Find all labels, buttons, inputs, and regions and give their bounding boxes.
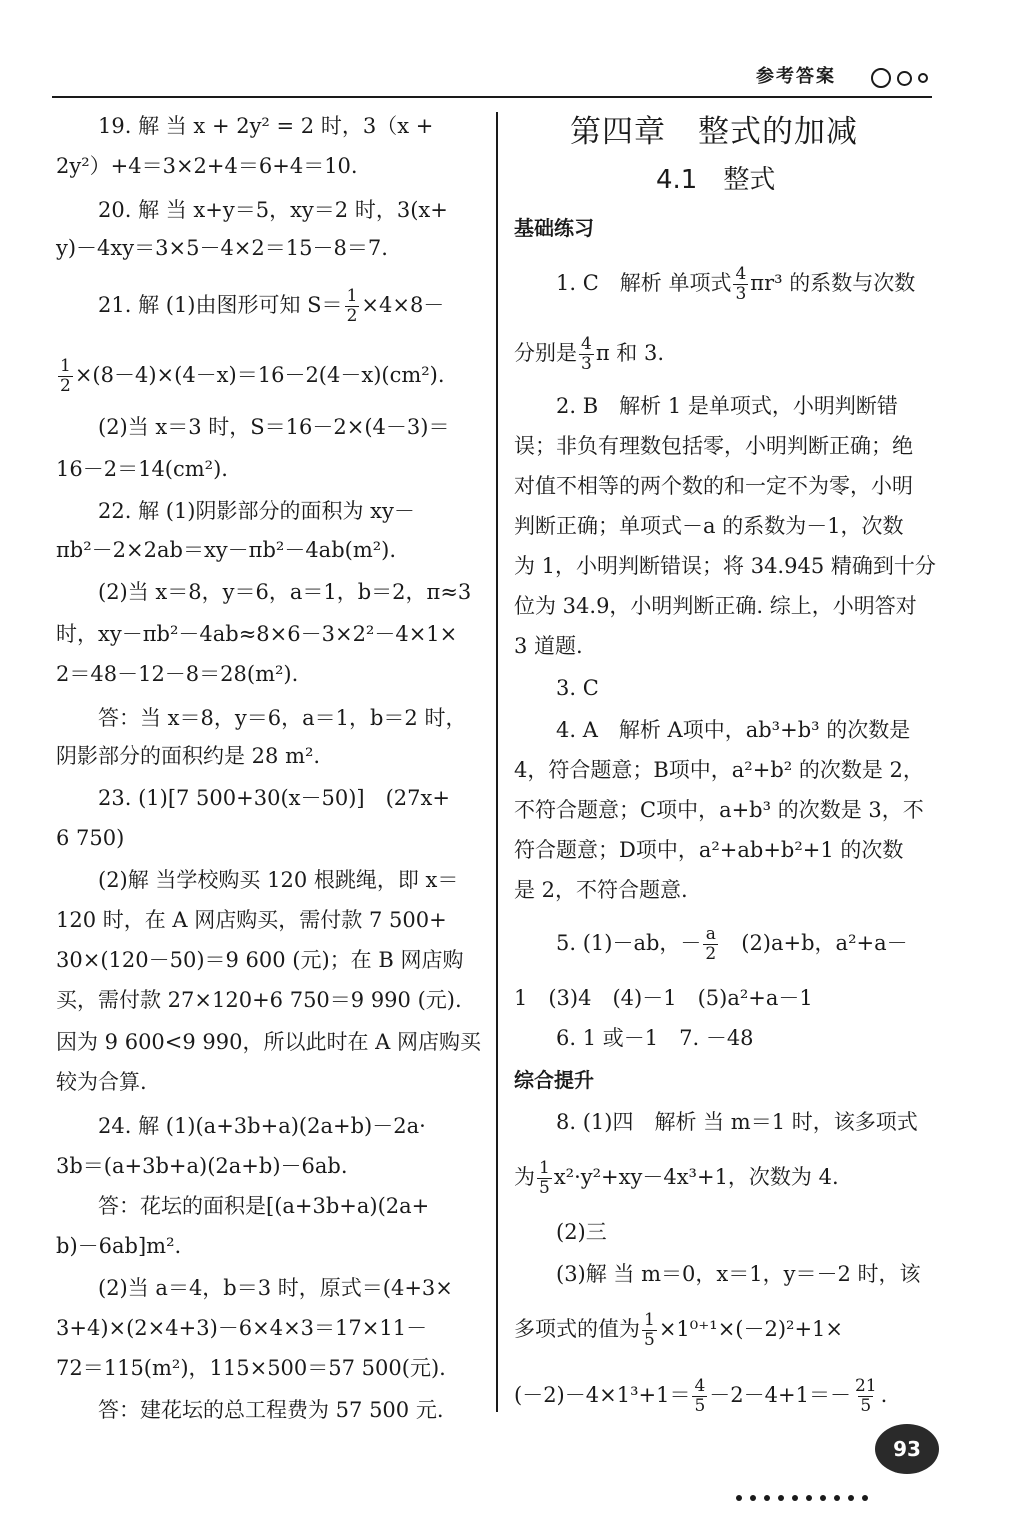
answer-line: (2)当 x＝8，y＝6，a＝1，b＝2，π≈3 (98, 580, 472, 604)
answer-line: b)－6ab]m². (56, 1234, 182, 1258)
answer-line (514, 334, 665, 374)
numerator: 1 (644, 1310, 655, 1330)
numerator: 4 (694, 1376, 706, 1396)
circle-icon (918, 73, 928, 83)
page-number: 93 (875, 1424, 939, 1474)
answer-line (98, 286, 445, 326)
answer-line: 23. (1)[7 500+30(x－50)] (27x+ (98, 786, 450, 810)
fraction (579, 336, 594, 373)
denominator: 5 (694, 1396, 706, 1416)
answer-line: 买，需付款 27×120+6 750＝9 990 (元). (56, 988, 462, 1012)
answer-line: 16－2＝14(cm²). (56, 457, 228, 481)
answer-line: 2＝48－12－8＝28(m²). (56, 662, 299, 686)
denominator: 2 (705, 944, 717, 964)
answer-line: 22. 解 (1)阴影部分的面积为 xy－ (98, 499, 415, 523)
answer-line: 较为合算. (56, 1070, 147, 1094)
answer-line: 是 2，不符合题意. (514, 878, 688, 902)
numerator: 1 (539, 1158, 550, 1178)
text-segment: ×(8－4)×(4－x)＝16－2(4－x)(cm²). (74, 363, 445, 387)
fraction (642, 1312, 657, 1349)
text-segment: ×1⁰⁺¹×(－2)²+1× (658, 1317, 844, 1341)
text-segment: ×4×8－ (361, 293, 445, 317)
answer-line (556, 264, 916, 304)
header-title: 参考答案 (756, 66, 836, 87)
answer-line: 2y²）+4＝3×2+4＝6+4＝10. (56, 154, 358, 178)
denominator: 2 (60, 376, 71, 396)
answer-line: 3b＝(a+3b+a)(2a+b)－6ab. (56, 1154, 348, 1178)
text-segment: 多项式的值为 (514, 1317, 640, 1341)
text-segment: π 和 3. (595, 341, 665, 365)
answer-line: 8. (1)四 解析 当 m＝1 时，该多项式 (556, 1110, 918, 1134)
answer-line: 20. 解 当 x+y＝5，xy＝2 时，3(x+ (98, 198, 448, 222)
answer-line: 答：建花坛的总工程费为 57 500 元. (98, 1398, 444, 1422)
answer-line: 6 750) (56, 826, 125, 850)
denominator: 5 (860, 1396, 872, 1416)
answer-line: 72＝115(m²)，115×500＝57 500(元). (56, 1356, 446, 1380)
text-segment: 1. C 解析 单项式 (556, 271, 732, 295)
text-segment: πr³ 的系数与次数 (750, 271, 916, 295)
answer-line: (2)解 当学校购买 120 根跳绳，即 x＝ (98, 868, 459, 892)
answer-line: 19. 解 当 x + 2y² = 2 时，3（x + (98, 114, 434, 138)
answer-line: 判断正确；单项式－a 的系数为－1，次数 (514, 514, 904, 538)
fraction (692, 1378, 707, 1415)
answer-line (514, 1158, 839, 1198)
answer-line: 3 道题. (514, 634, 583, 658)
text-segment: (2)a+b，a²+a－ (720, 931, 908, 955)
answer-line: 4. A 解析 A项中，ab³+b³ 的次数是 (556, 718, 911, 742)
denominator: 2 (346, 306, 358, 326)
section-title: 4.1 整式 (656, 165, 776, 195)
text-segment: . (880, 1383, 888, 1407)
answer-line: 答：当 x＝8，y＝6，a＝1，b＝2 时， (98, 706, 467, 730)
answer-line: 为 1，小明判断错误；将 34.945 精确到十分 (514, 554, 936, 578)
answer-line: 2. B 解析 1 是单项式，小明判断错 (556, 394, 898, 418)
numerator: 1 (346, 286, 358, 306)
text-segment: 21. 解 (1)由图形可知 S＝ (98, 293, 343, 317)
denominator: 3 (735, 284, 747, 304)
answer-line: 时，xy－πb²－4ab≈8×6－3×2²－4×1× (56, 622, 458, 646)
answer-line: 答：花坛的面积是[(a+3b+a)(2a+ (98, 1194, 430, 1218)
denominator: 5 (644, 1330, 655, 1350)
text-segment: (－2)－4×1³+1＝ (514, 1383, 691, 1407)
answer-line: 4，符合题意；B项中，a²+b² 的次数是 2， (514, 758, 924, 782)
denominator: 5 (539, 1178, 550, 1198)
fraction (733, 266, 748, 303)
answer-line: 位为 34.9，小明判断正确. 综上，小明答对 (514, 594, 917, 618)
answer-line: 24. 解 (1)(a+3b+a)(2a+b)－2a· (98, 1114, 426, 1138)
page-header (52, 60, 932, 94)
fraction (537, 1160, 552, 1197)
text-segment: x²·y²+xy－4x³+1，次数为 4. (553, 1165, 839, 1189)
column-divider (496, 112, 498, 1412)
fraction (345, 288, 360, 325)
fraction (58, 358, 73, 395)
subsection-heading: 基础练习 (514, 216, 594, 240)
numerator: 21 (854, 1376, 877, 1396)
answer-line: (3)解 当 m＝0，x＝1，y＝－2 时，该 (556, 1262, 921, 1286)
text-segment: 分别是 (514, 341, 577, 365)
header-rule (52, 96, 932, 98)
answer-line: 不符合题意；C项中，a+b³ 的次数是 3，不 (514, 798, 924, 822)
text-segment: 5. (1)－ab，－ (556, 931, 702, 955)
answer-line: 120 时，在 A 网店购买，需付款 7 500+ (56, 908, 447, 932)
answer-line: 对值不相等的两个数的和一定不为零，小明 (514, 474, 913, 498)
circle-icon (871, 68, 891, 88)
subsection-heading: 综合提升 (514, 1068, 594, 1092)
answer-line: 6. 1 或－1 7. －48 (556, 1026, 754, 1050)
answer-line (514, 1376, 888, 1416)
answer-line (514, 1310, 844, 1350)
answer-line: (2)当 a＝4，b＝3 时，原式＝(4+3× (98, 1276, 453, 1300)
answer-line: πb²－2×2ab＝xy－πb²－4ab(m²). (56, 538, 397, 562)
answer-line: 3. C (556, 676, 599, 700)
answer-line: 30×(120－50)＝9 600 (元)；在 B 网店购 (56, 948, 464, 972)
answer-line: 3+4)×(2×4+3)－6×4×3＝17×11－ (56, 1316, 428, 1340)
answer-line: 1 (3)4 (4)－1 (5)a²+a－1 (514, 986, 813, 1010)
chapter-title: 第四章 整式的加减 (570, 114, 858, 150)
answer-line: 因为 9 600<9 990，所以此时在 A 网店购买 (56, 1030, 482, 1054)
fraction (853, 1378, 879, 1415)
footer-dots-decoration (736, 1482, 886, 1494)
header-circles-decoration (871, 68, 928, 88)
answer-line: (2)当 x＝3 时，S＝16－2×(4－3)＝ (98, 415, 450, 439)
fraction (703, 926, 718, 963)
circle-icon (897, 71, 912, 86)
answer-line (556, 924, 908, 964)
text-segment: －2－4+1＝－ (709, 1383, 851, 1407)
denominator: 3 (581, 354, 592, 374)
numerator: 4 (735, 264, 747, 284)
numerator: 4 (581, 334, 592, 354)
answer-line: (2)三 (556, 1220, 607, 1244)
text-segment: 为 (514, 1165, 535, 1189)
answer-line: 符合题意；D项中，a²+ab+b²+1 的次数 (514, 838, 904, 862)
answer-line: 误；非负有理数包括零，小明判断正确；绝 (514, 434, 913, 458)
answer-line: 阴影部分的面积约是 28 m². (56, 744, 321, 768)
answer-line: y)－4xy＝3×5－4×2＝15－8＝7. (56, 236, 388, 260)
numerator: 1 (60, 356, 71, 376)
answer-line (56, 356, 445, 396)
numerator: a (705, 924, 716, 944)
